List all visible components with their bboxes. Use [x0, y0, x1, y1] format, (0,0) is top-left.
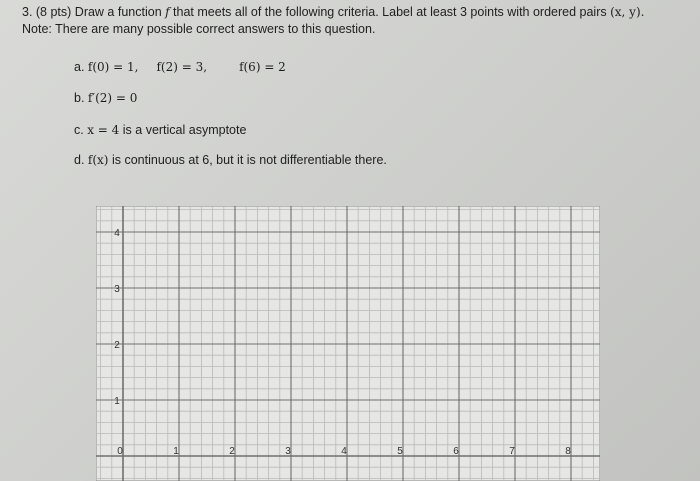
criterion-b-value: f′(2) = 0: [87, 91, 138, 105]
criterion-b: b. f′(2) = 0: [74, 91, 138, 105]
x-tick-label: 0: [117, 446, 123, 457]
y-tick-label: 2: [114, 340, 120, 351]
criterion-a-value-3: f(6) = 2: [239, 60, 286, 74]
x-tick-label: 2: [229, 446, 235, 457]
graph-grid[interactable]: [96, 206, 600, 481]
y-tick-label: 1: [114, 396, 120, 407]
criterion-c-math: x = 4: [87, 123, 120, 137]
criterion-a: a. f(0) = 1, f(2) = 3, f(6) = 2: [74, 60, 286, 74]
x-tick-label: 5: [397, 446, 403, 457]
ordered-pair-notation: (x, y).: [610, 5, 645, 19]
y-tick-label: 4: [114, 228, 120, 239]
x-tick-label: 3: [285, 446, 291, 457]
graph-grid-svg: [96, 206, 600, 481]
problem-header: [22, 4, 692, 38]
function-name: f: [165, 5, 170, 19]
criterion-c: c. x = 4 is a vertical asymptote: [74, 123, 247, 137]
x-tick-label: 8: [565, 446, 571, 457]
problem-statement: 3. (8 pts) Draw a function f that meets all of the following criteria. Label at least 3 points with ordered pairs (x, y).: [22, 5, 645, 19]
criterion-d-math: f(x): [87, 153, 109, 167]
x-tick-label: 1: [173, 446, 179, 457]
criterion-a-value-1: f(0) = 1,: [87, 60, 139, 74]
x-tick-label: 4: [341, 446, 347, 457]
criterion-d: d. f(x) is continuous at 6, but it is not differentiable there.: [74, 153, 387, 167]
criterion-a-value-2: f(2) = 3,: [156, 60, 208, 74]
x-tick-label: 6: [453, 446, 459, 457]
problem-note: Note: There are many possible correct answers to this question.: [22, 22, 376, 36]
x-tick-label: 7: [509, 446, 515, 457]
y-tick-label: 3: [114, 284, 120, 295]
